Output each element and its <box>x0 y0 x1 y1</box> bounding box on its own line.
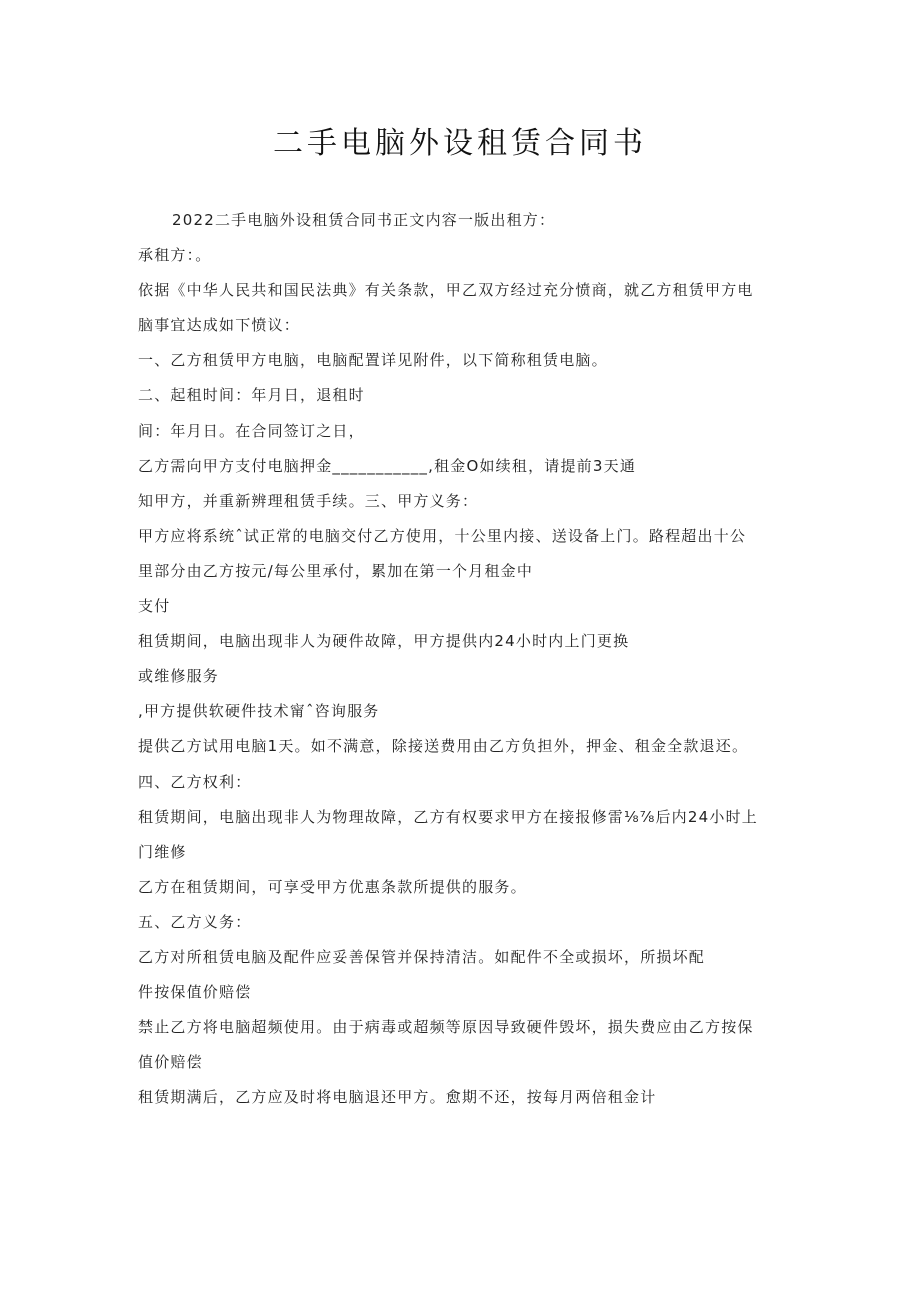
text-line: 租赁期间，电脑出现非人为硬件故障，甲方提供内24小时内上门更换 <box>138 632 630 651</box>
text-line: 一、乙方租赁甲方电脑，电脑配置详见附件，以下简称租赁电脑。 <box>138 351 608 370</box>
text-line: 值价赔偿 <box>138 1053 203 1072</box>
text-line: 二、起租时间：年月日，退租时 <box>138 386 365 405</box>
text-line: 五、乙方义务： <box>138 912 252 931</box>
text-line: 禁止乙方将电脑超频使用。由于病毒或超频等原因导致硬件毁坏，损失费应由乙方按保 <box>138 1018 754 1037</box>
text-line: 或维修服务 <box>138 667 220 686</box>
text-line: 提供乙方试用电脑1天。如不满意，除接送费用由乙方负担外，押金、租金全款退还。 <box>138 737 749 756</box>
text-line: 四、乙方权利： <box>138 772 252 791</box>
text-line: 乙方需向甲方支付电脑押金___________,租金O如续租，请提前3天通 <box>138 456 637 475</box>
text-line: ,甲方提供软硬件技术甯ˆ咨询服务 <box>138 702 380 721</box>
text-line: 里部分由乙方按元/每公里承付，累加在第一个月租金中 <box>138 561 534 580</box>
text-line: 租赁期满后，乙方应及时将电脑退还甲方。愈期不还，按每月两倍租金计 <box>138 1088 657 1107</box>
text-line: 乙方在租赁期间，可享受甲方优惠条款所提供的服务。 <box>138 877 527 896</box>
text-line: 2022二手电脑外设租赁合同书正文内容一版出租方： <box>172 211 556 229</box>
document-body <box>138 203 798 1115</box>
text-line: 门维修 <box>138 842 187 861</box>
text-line: 甲方应将系统ˆ试正常的电脑交付乙方使用，十公里内接、送设备上门。路程超出十公 <box>138 526 747 545</box>
text-line: 间：年月日。在合同签订之日， <box>138 421 365 440</box>
text-line: 件按保值价赔偿 <box>138 983 252 1002</box>
text-line: 依据《中华人民共和国民法典》有关条款，甲乙双方经过充分愤商，就乙方租赁甲方电 <box>138 281 754 300</box>
text-line: 乙方对所租赁电脑及配件应妥善保管并保持清洁。如配件不全或损坏，所损坏配 <box>138 947 706 966</box>
document-title: 二手电脑外设租赁合同书 <box>273 126 647 161</box>
text-line: 脑事宜达成如下愤议： <box>138 316 301 335</box>
text-line: 知甲方，并重新辨理租赁手续。三、甲方义务： <box>138 491 479 510</box>
text-line: 支付 <box>138 597 171 616</box>
text-line: 承租方：。 <box>138 246 212 265</box>
text-line: 租赁期间，电脑出现非人为物理故障，乙方有权要求甲方在接报修雷⅛⅞后内24小时上 <box>138 807 758 826</box>
